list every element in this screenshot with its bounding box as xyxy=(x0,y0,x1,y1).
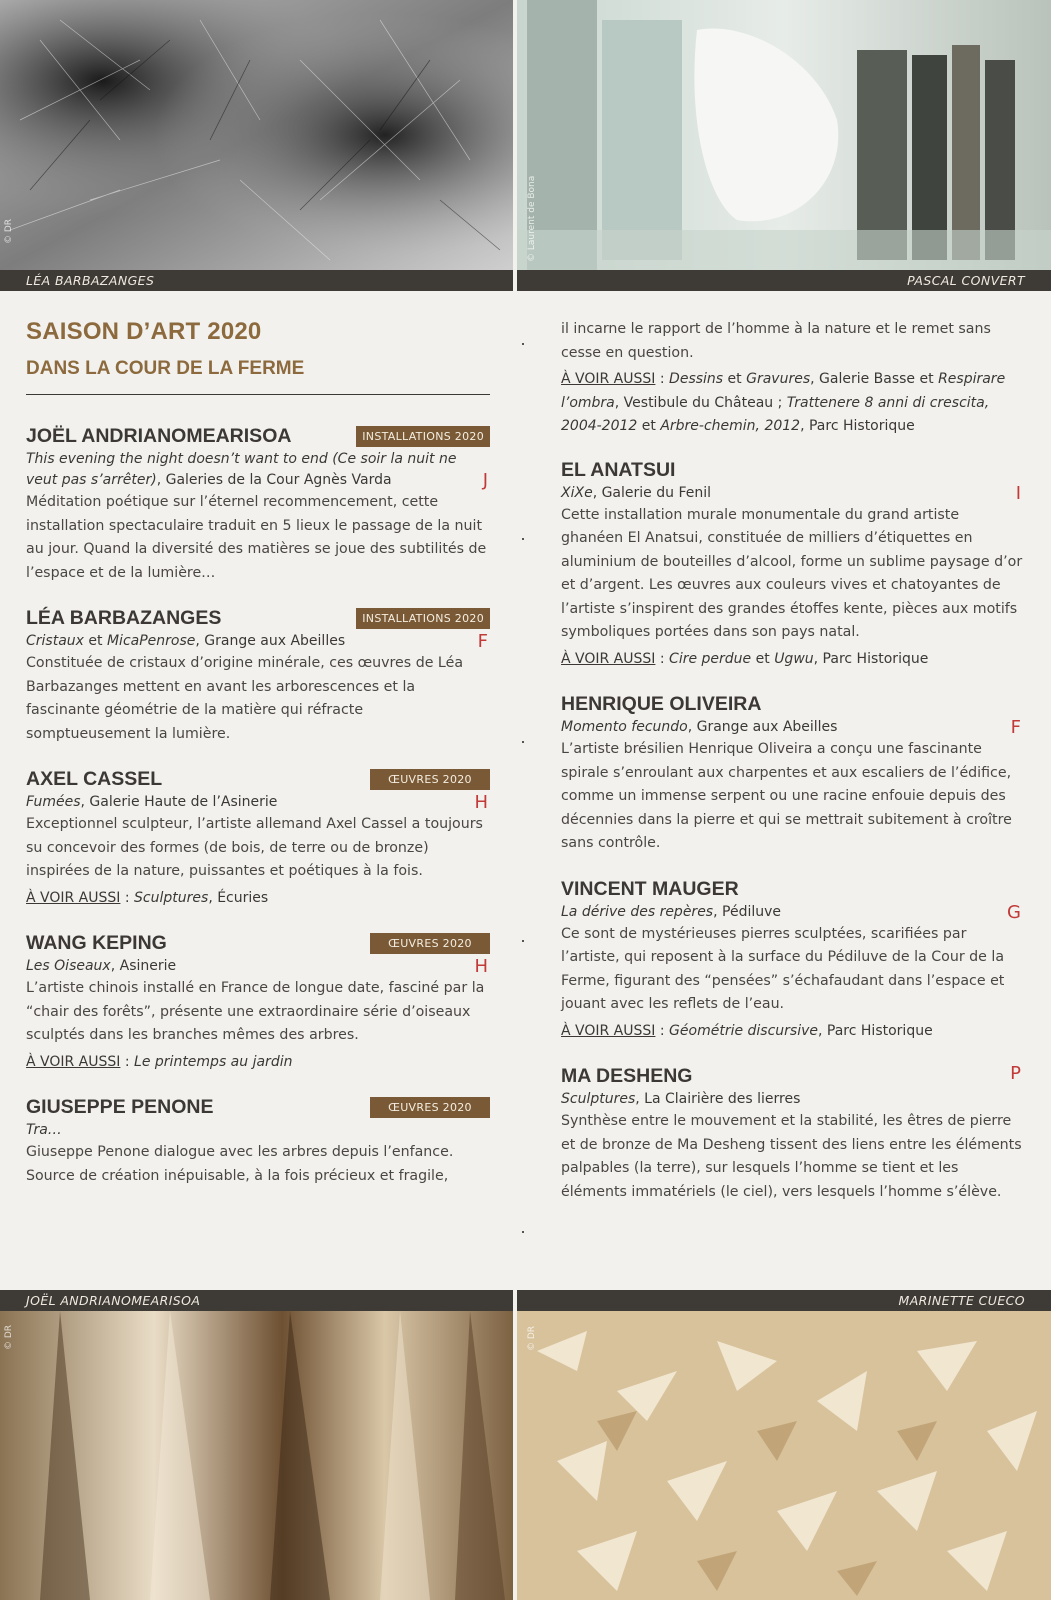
see-also xyxy=(26,1051,490,1075)
artist-entry xyxy=(26,1094,490,1188)
artist-entry xyxy=(561,457,1023,672)
photo-caption-joel-andrianomearisoa: JOËL ANDRIANOMEARISOA xyxy=(0,1290,513,1311)
right-column xyxy=(561,318,1023,1224)
category-badge: INSTALLATIONS 2020 xyxy=(356,426,490,447)
location-letter: P xyxy=(1010,1063,1021,1084)
location-letter: F xyxy=(1010,717,1021,738)
leaves-photo-image xyxy=(517,1311,1051,1600)
location-letter: I xyxy=(1015,482,1021,504)
see-also-text: , Parc Historique xyxy=(800,418,915,434)
fold-mark xyxy=(522,538,524,540)
location-letter: F xyxy=(477,631,488,652)
artist-name: GIUSEPPE PENONE xyxy=(26,1096,214,1118)
work-place: , Galerie Haute de l’Asinerie xyxy=(80,794,278,810)
category-badge: ŒUVRES 2020 xyxy=(370,769,490,790)
see-also xyxy=(561,648,1023,672)
artist-name: VINCENT MAUGER xyxy=(561,877,739,900)
works-line xyxy=(561,717,1023,738)
artist-entry xyxy=(561,876,1023,1044)
artist-description: Exceptionnel sculpteur, l’artiste allemand Axel Cassel a toujours su concevoir des formes (de bois, de terre ou de bronze) inspirées de la nature, puissantes et poétiques à la fois. xyxy=(26,816,483,879)
artist-entry xyxy=(26,423,490,585)
see-also-place: , Écuries xyxy=(208,889,269,906)
fold-mark xyxy=(522,741,524,743)
see-also-separator: : xyxy=(120,889,135,906)
see-also-work: Cire perdue xyxy=(669,650,752,667)
fold-mark xyxy=(522,940,524,942)
season-title: SAISON D’ART 2020 xyxy=(26,318,262,345)
artist-description: Giuseppe Penone dialogue avec les arbres depuis l’enfance. Source de création inépuisable, à la fois précieux et fragile, xyxy=(26,1144,454,1184)
see-also-label: À VOIR AUSSI xyxy=(26,1053,121,1070)
see-also-label: À VOIR AUSSI xyxy=(561,1022,656,1039)
photo-credit: © DR xyxy=(527,1325,537,1351)
work-place: , Galeries de la Cour Agnès Varda xyxy=(156,472,392,488)
category-badge: ŒUVRES 2020 xyxy=(370,1097,490,1118)
paper-installation-photo-image xyxy=(0,1311,513,1600)
work-title: This evening the night doesn’t want to end (Ce soir la nuit ne veut pas s’arrêter) xyxy=(26,451,457,488)
fold-mark xyxy=(522,1231,524,1233)
see-also-work: Géométrie discursive xyxy=(669,1022,819,1039)
see-also-work: Respirare l’ombra xyxy=(561,371,1006,411)
work-title: XiXe xyxy=(561,484,593,501)
artist-entry xyxy=(26,605,490,746)
artist-entry xyxy=(561,1063,1023,1204)
artist-description: Synthèse entre le mouvement et la stabilité, les êtres de pierre et de bronze de Ma Desheng tissent des liens entre les éléments palpables (la terre), sur lesquels l’homme se tient et les éléments immatériels (le ciel), vers lesquels l’homme s’élève. xyxy=(561,1113,1022,1200)
artist-name: AXEL CASSEL xyxy=(26,768,163,790)
photo-credit: © DR xyxy=(4,1324,14,1350)
ice-blocks-photo-image xyxy=(517,0,1051,270)
see-also-text: et xyxy=(723,371,747,387)
works-line xyxy=(26,631,490,652)
see-also-label: À VOIR AUSSI xyxy=(561,371,656,387)
location-letter: G xyxy=(1007,901,1021,923)
see-also-text: , Parc Historique xyxy=(818,1022,933,1039)
see-also-work: Sculptures xyxy=(134,889,209,906)
see-also-text: et xyxy=(751,650,775,667)
see-also-text: , Galerie Basse et xyxy=(810,371,939,387)
see-also-label: À VOIR AUSSI xyxy=(561,650,656,667)
photo-caption-lea-barbazanges: LÉA BARBAZANGES xyxy=(0,270,513,291)
artist-entry xyxy=(561,691,1023,856)
left-column xyxy=(26,318,490,1208)
work-title: Cristaux xyxy=(26,633,84,649)
fold-mark xyxy=(522,343,524,345)
photo-credit: © DR xyxy=(4,218,14,244)
works-line xyxy=(26,1120,490,1141)
work-title: Tra… xyxy=(26,1122,62,1138)
see-also-separator: : xyxy=(120,1053,135,1070)
work-title: Sculptures xyxy=(561,1091,636,1107)
see-also-work: Arbre-chemin, 2012 xyxy=(660,418,801,434)
photo-pascal-convert xyxy=(517,0,1051,270)
location-letter: J xyxy=(482,470,488,491)
crystal-photo-image xyxy=(0,0,513,270)
work-place: , Grange aux Abeilles xyxy=(687,719,838,735)
artist-name: MA DESHENG xyxy=(561,1065,693,1087)
artist-name: HENRIQUE OLIVEIRA xyxy=(561,693,762,715)
season-subtitle: DANS LA COUR DE LA FERME xyxy=(26,358,305,379)
photo-marinette-cueco xyxy=(517,1311,1051,1600)
work-title: Fumées xyxy=(26,794,81,810)
artist-name: JOËL ANDRIANOMEARISOA xyxy=(26,425,292,447)
work-title: Momento fecundo xyxy=(561,719,688,735)
see-also-text: , Parc Historique xyxy=(813,650,929,667)
works-conjunction: et xyxy=(83,633,107,649)
works-line xyxy=(561,483,1023,504)
work-title: Les Oiseaux xyxy=(26,958,111,974)
work-place: , Grange aux Abeilles xyxy=(195,633,346,649)
see-also-separator: : xyxy=(655,371,670,387)
artist-name: LÉA BARBAZANGES xyxy=(26,607,222,629)
see-also-work: Trattenere 8 anni di crescita, 2004-2012 xyxy=(561,394,990,434)
photo-caption-marinette-cueco: MARINETTE CUECO xyxy=(517,1290,1051,1311)
see-also xyxy=(561,368,1023,439)
photo-credit: © Laurent de Bona xyxy=(527,175,537,262)
see-also-separator: : xyxy=(655,1022,670,1039)
works-line xyxy=(561,902,1023,923)
see-also-text: , Vestibule du Château ; xyxy=(614,394,787,411)
see-also-work: Ugwu xyxy=(774,650,814,667)
works-line xyxy=(26,792,490,813)
location-letter: H xyxy=(474,956,488,977)
see-also-work: Gravures xyxy=(746,371,811,387)
work-place: , Asinerie xyxy=(110,958,177,974)
work-title: MicaPenrose xyxy=(106,633,196,649)
see-also-label: À VOIR AUSSI xyxy=(26,889,121,906)
photo-lea-barbazanges xyxy=(0,0,513,270)
artist-description: Cette installation murale monumentale du grand artiste ghanéen El Anatsui, constituée de milliers d’étiquettes en aluminium de bouteilles d’alcool, forme un sublime paysage d’or et d’argent. Les œuvres aux couleurs vives et chatoyantes de l’artiste s’inspirent des grandes étoffes kente, pièces aux motifs symboliques portées dans son pays natal. xyxy=(561,506,1023,640)
divider xyxy=(26,394,490,395)
see-also-work: Dessins xyxy=(669,371,724,387)
see-also-separator: : xyxy=(655,650,670,667)
artist-description: L’artiste brésilien Henrique Oliveira a conçu une fascinante spirale s’enroulant aux charpentes et aux escaliers de l’édifice, comme un immense serpent ou une racine enfouie depuis des décennies dans la pierre et qui se mettrait subitement à croître sans contrôle. xyxy=(561,741,1012,851)
work-title: La dérive des repères xyxy=(561,903,714,920)
see-also-work: Le printemps au jardin xyxy=(134,1053,293,1070)
artist-name: WANG KEPING xyxy=(26,932,167,954)
artist-name: EL ANATSUI xyxy=(561,458,676,481)
category-badge: ŒUVRES 2020 xyxy=(370,933,490,954)
photo-joel-andrianomearisoa xyxy=(0,1311,513,1600)
penone-description-continued: il incarne le rapport de l’homme à la nature et le remet sans cesse en question. xyxy=(561,321,991,361)
photo-caption-pascal-convert: PASCAL CONVERT xyxy=(517,270,1051,291)
see-also xyxy=(561,1020,1023,1044)
artist-description: Méditation poétique sur l’éternel recommencement, cette installation spectaculaire traduit en 5 lieux le passage de la nuit au jour. Quand la diversité des matières se joue des subtilités de l’espace et de la lumière… xyxy=(26,494,487,581)
work-place: , Galerie du Fenil xyxy=(592,484,711,501)
works-line xyxy=(26,449,490,491)
see-also-text: et xyxy=(637,418,661,434)
artist-entry xyxy=(26,766,490,910)
artist-description: L’artiste chinois installé en France de longue date, fasciné par la “chair des forêts”, présente une extraordinaire série d’oiseaux sculptés dans les branches mêmes des arbres. xyxy=(26,980,485,1043)
work-place: , La Clairière des lierres xyxy=(635,1091,801,1107)
works-line xyxy=(561,1089,1023,1110)
work-place: , Pédiluve xyxy=(713,903,782,920)
see-also xyxy=(26,887,490,911)
artist-description: Ce sont de mystérieuses pierres sculptées, scarifiées par l’artiste, qui reposent à la surface du Pédiluve de la Cour de la Ferme, figurant des “pensées” s’échafaudant dans l’espace et jouant avec les reflets de l’eau. xyxy=(561,925,1005,1012)
works-line xyxy=(26,956,490,977)
artist-description: Constituée de cristaux d’origine minérale, ces œuvres de Léa Barbazanges mettent en avant les arborescences et la fascinante géométrie de la matière qui réfracte somptueusement la lumière. xyxy=(26,655,464,742)
artist-entry xyxy=(26,930,490,1074)
location-letter: H xyxy=(474,792,488,813)
category-badge: INSTALLATIONS 2020 xyxy=(356,608,490,629)
